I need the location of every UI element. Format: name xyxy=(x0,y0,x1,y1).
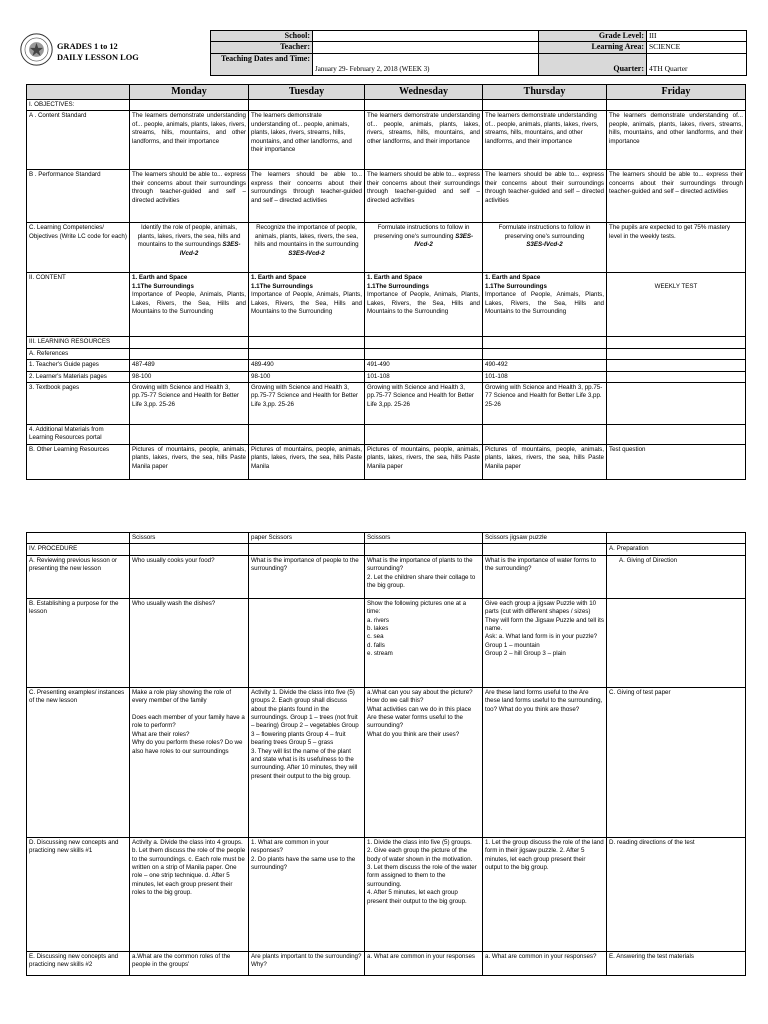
textbook-pages-fri xyxy=(607,383,746,425)
presenting-label: C. Presenting examples/ instances of the new lesson xyxy=(27,687,130,837)
discussing-1-wed: 1. Divide the class into five (5) groups. 2. Give each group the picture of the body of water shown in the motivation. 3. Let them discuss the role of the water form assigned to them to the surrounding. 4. After 5 minutes, let each group present their output to the big group. xyxy=(365,837,483,951)
textbook-pages-thu: Growing with Science and Health 3, pp.75-77 Science and Health for Better Life 3,pp. 25-26 xyxy=(483,383,607,425)
materials-thu: Scissors jigsaw puzzle xyxy=(483,533,607,544)
review-label: A. Reviewing previous lesson or presenting the new lesson xyxy=(27,555,130,598)
textbook-pages-tue: Growing with Science and Health 3, pp.75-77 Science and Health for Better Life 3,pp. 25-26 xyxy=(249,383,365,425)
tg-pages-fri xyxy=(607,360,746,371)
purpose-thu: Give each group a jigsaw Puzzle with 10 parts (cut with different shapes / sizes) They will form the Jigsaw Puzzle and tell its name. Ask: a. What land form is in your puzzle? Group 1 – mountain Group 2 – hill Group 3 – plain xyxy=(483,598,607,687)
materials-tue: paper Scissors xyxy=(249,533,365,544)
additional-materials-label: 4. Additional Materials from Learning Resources portal xyxy=(27,425,130,445)
content-standard-tue: The learners demonstrate understanding of... people, animals, plants, lakes, rivers, streams, hills, mountains, and other landforms, and their importance xyxy=(249,111,365,170)
content-fri: WEEKLY TEST xyxy=(607,273,746,337)
competencies-wed: Formulate instructions to follow in preserving one's surrounding S3ES-IVcd-2 xyxy=(365,223,483,273)
content-standard-thu: The learners demonstrate understanding of... people, animals, plants, lakes, rivers, streams, hills, mountains, and other landforms, and their importance xyxy=(483,111,607,170)
performance-standard-wed: The learners should be able to... express their concerns about their surroundings through teacher-guided and self – directed activities xyxy=(365,170,483,223)
dates-label: Teaching Dates and Time: xyxy=(211,53,313,75)
materials-fri xyxy=(607,533,746,544)
content-thu: 1. Earth and Space 1.1The Surroundings Importance of People, Animals, Plants, Lakes, Rivers, the Sea, Hills and Mountains to the Surrounding xyxy=(483,273,607,337)
presenting-thu: Are these land forms useful to the Are these land forms useful to the surrounding, too? What do you think are those? xyxy=(483,687,607,837)
tg-pages-tue: 489-490 xyxy=(249,360,365,371)
other-resources-fri: Test question xyxy=(607,445,746,480)
review-thu: What is the importance of water forms to the surrounding? xyxy=(483,555,607,598)
presenting-mon: Make a role play showing the role of every member of the family Does each member of your family have a role to perform? What are their roles? Why do you perform these roles? Do we also have roles to our surroundings xyxy=(130,687,249,837)
content-standard-mon: The learners demonstrate understanding of... people, animals, plants, lakes, rivers, streams, hills, mountains, and other landforms, and their importance xyxy=(130,111,249,170)
lesson-log-table-page2 xyxy=(26,532,746,976)
discussing-1-thu: 1. Let the group discuss the role of the land form in their jigsaw puzzle. 2. After 5 minutes, let each group present their output to the big group. xyxy=(483,837,607,951)
resources-heading: III. LEARNING RESOURCES xyxy=(27,337,130,348)
textbook-pages-wed: Growing with Science and Health 3, pp.75-77 Science and Health for Better Life 3,pp. 25-26 xyxy=(365,383,483,425)
dates-value: January 29- February 2, 2018 (WEEK 3) xyxy=(313,53,539,75)
quarter-label: Quarter: xyxy=(539,53,647,75)
other-resources-tue: Pictures of mountains, people, animals, plants, lakes, rivers, the sea, hills Paste Manila xyxy=(249,445,365,480)
presenting-wed: a.What can you say about the picture? How do we call this? What activities can we do in this place Are these water forms useful to the surrounding? What do you think are their uses? xyxy=(365,687,483,837)
day-header-wednesday: Wednesday xyxy=(365,85,483,100)
content-wed: 1. Earth and Space 1.1The Surroundings Importance of People, Animals, Plants, Lakes, Rivers, the Sea, Hills and Mountains to the Surrounding xyxy=(365,273,483,337)
purpose-label: B. Establishing a purpose for the lesson xyxy=(27,598,130,687)
corner-cell xyxy=(27,85,130,100)
discussing-2-mon: a.What are the common roles of the people in the groups' xyxy=(130,951,249,975)
grade-value: III xyxy=(647,31,747,42)
title-line-2: DAILY LESSON LOG xyxy=(57,53,139,62)
purpose-mon: Who usually wash the dishes? xyxy=(130,598,249,687)
references-heading: A. References xyxy=(27,348,130,359)
objectives-heading: I. OBJECTIVES: xyxy=(27,100,130,111)
competencies-mon: Identify the role of people, animals, plants, lakes, rivers, the sea, hills and mountains to the surroundings S3ES-IVcd-2 xyxy=(130,223,249,273)
lm-pages-thu: 101-108 xyxy=(483,371,607,382)
tg-pages-thu: 490-492 xyxy=(483,360,607,371)
performance-standard-label: B . Performance Standard xyxy=(27,170,130,223)
materials-row-label xyxy=(27,533,130,544)
tg-pages-label: 1. Teacher's Guide pages xyxy=(27,360,130,371)
lm-pages-fri xyxy=(607,371,746,382)
school-value xyxy=(313,31,539,42)
grade-label: Grade Level: xyxy=(539,31,647,42)
performance-standard-thu: The learners should be able to... express their concerns about their surroundings through teacher-guided and self – directed activities xyxy=(483,170,607,223)
lesson-log-table-page1 xyxy=(26,84,746,480)
performance-standard-mon: The learners should be able to... express their concerns about their surroundings through teacher-guided and self – directed activities xyxy=(130,170,249,223)
area-value: SCIENCE xyxy=(647,42,747,53)
review-fri: A. Giving of Direction xyxy=(607,555,746,598)
presenting-tue: Activity 1. Divide the class into five (5) groups 2. Each group shall discuss about the plants found in the surroundings. Group 1 – trees (not fruit – bearing) Group 2 – vegetables Group 3 – flowering plants Group 4 – fruit bearing trees Group 5 – grass 3. They will list the name of the plant and state what is its usefulness to the surrounding. After 10 minutes, they will present their output to the big group. xyxy=(249,687,365,837)
area-label: Learning Area: xyxy=(539,42,647,53)
content-label: II. CONTENT xyxy=(27,273,130,337)
quarter-value: 4TH Quarter xyxy=(647,53,747,75)
competencies-thu: Formulate instructions to follow in preserving one's surrounding S3ES-IVcd-2 xyxy=(483,223,607,273)
discussing-1-label: D. Discussing new concepts and practicing new skills #1 xyxy=(27,837,130,951)
discussing-2-label: E. Discussing new concepts and practicing new skills #2 xyxy=(27,951,130,975)
other-resources-label: B. Other Learning Resources xyxy=(27,445,130,480)
presenting-fri: C. Giving of test paper xyxy=(607,687,746,837)
day-header-thursday: Thursday xyxy=(483,85,607,100)
day-header-friday: Friday xyxy=(607,85,746,100)
teacher-label: Teacher: xyxy=(211,42,313,53)
school-label: School: xyxy=(211,31,313,42)
review-wed: What is the importance of plants to the surrounding? 2. Let the children share their collage to the big group. xyxy=(365,555,483,598)
day-header-tuesday: Tuesday xyxy=(249,85,365,100)
performance-standard-tue: The learners should be able to... express their concerns about their surroundings through teacher-guided and self – directed activities xyxy=(249,170,365,223)
lc-code: S3ES-IVcd-2 xyxy=(414,232,474,249)
tg-pages-wed: 491-490 xyxy=(365,360,483,371)
day-header-monday: Monday xyxy=(130,85,249,100)
teacher-value xyxy=(313,42,539,53)
discussing-2-tue: Are plants important to the surrounding? Why? xyxy=(249,951,365,975)
log-title xyxy=(57,41,139,63)
materials-wed: Scissors xyxy=(365,533,483,544)
competencies-label: C. Learning Competencies/ Objectives (Write LC code for each) xyxy=(27,223,130,273)
procedure-heading: IV. PROCEDURE xyxy=(27,544,130,555)
discussing-1-tue: 1. What are common in your responses? 2. Do plants have the same use to the surrounding? xyxy=(249,837,365,951)
other-resources-mon: Pictures of mountains, people, animals, plants, lakes, rivers, the sea, hills Paste Manila paper xyxy=(130,445,249,480)
lm-pages-wed: 101-108 xyxy=(365,371,483,382)
competencies-fri: The pupils are expected to get 75% mastery level in the weekly tests. xyxy=(607,223,746,273)
competencies-tue: Recognize the importance of people, animals, plants, lakes, rivers, the sea, hills and mountains in the surrounding S3ES-IVcd-2 xyxy=(249,223,365,273)
procedure-fri: A. Preparation xyxy=(607,544,746,555)
discussing-2-fri: E. Answering the test materials xyxy=(607,951,746,975)
purpose-wed: Show the following pictures one at a time: a. rivers b. lakes c. sea d. falls e. stream xyxy=(365,598,483,687)
tg-pages-mon: 487-489 xyxy=(130,360,249,371)
content-mon: 1. Earth and Space 1.1The Surroundings Importance of People, Animals, Plants, Lakes, Rivers, the Sea, Hills and Mountains to the Surrounding xyxy=(130,273,249,337)
textbook-pages-mon: Growing with Science and Health 3, pp.75-77 Science and Health for Better Life 3,pp. 25-26 xyxy=(130,383,249,425)
purpose-tue xyxy=(249,598,365,687)
lm-pages-tue: 98-100 xyxy=(249,371,365,382)
discussing-2-thu: a. What are common in your responses? xyxy=(483,951,607,975)
lm-pages-mon: 98-100 xyxy=(130,371,249,382)
lc-code: S3ES-IVcd-2 xyxy=(526,241,563,249)
review-tue: What is the importance of people to the surrounding? xyxy=(249,555,365,598)
title-line-1: GRADES 1 to 12 xyxy=(57,42,118,51)
other-resources-thu: Pictures of mountains, people, animals, plants, lakes, rivers, the sea, hills Paste Manila paper xyxy=(483,445,607,480)
purpose-fri xyxy=(607,598,746,687)
deped-seal-logo xyxy=(20,33,53,66)
other-resources-wed: Pictures of mountains, people, animals, plants, lakes, rivers, the sea, hills Paste Manila paper xyxy=(365,445,483,480)
content-standard-fri: The learners demonstrate understanding of... people, animals, plants, lakes, rivers, streams, hills, mountains, and other landforms, and their importance xyxy=(607,111,746,170)
content-tue: 1. Earth and Space 1.1The Surroundings Importance of People, Animals, Plants, Lakes, Rivers, the Sea, Hills and Mountains to the Surrounding xyxy=(249,273,365,337)
header-info-table xyxy=(210,30,747,76)
textbook-pages-label: 3. Textbook pages xyxy=(27,383,130,425)
review-mon: Who usually cooks your food? xyxy=(130,555,249,598)
discussing-1-fri: D. reading directions of the test xyxy=(607,837,746,951)
materials-mon: Scissors xyxy=(130,533,249,544)
lc-code: S3ES-IVcd-2 xyxy=(288,249,325,257)
performance-standard-fri: The learners should be able to... express their concerns about their surroundings through teacher-guided and self – directed activities xyxy=(607,170,746,223)
discussing-1-mon: Activity a. Divide the class into 4 groups. b. Let them discuss the role of the people to the surroundings. c. Each role must be written on a strip of Manila paper. One role – one strip technique. d. After 5 minutes, let each group present their roles to the big group. xyxy=(130,837,249,951)
discussing-2-wed: a. What are common in your responses xyxy=(365,951,483,975)
lc-code: S3ES-IVcd-2 xyxy=(179,241,241,257)
lm-pages-label: 2. Learner's Materials pages xyxy=(27,371,130,382)
content-standard-label: A . Content Standard xyxy=(27,111,130,170)
content-standard-wed: The learners demonstrate understanding of... people, animals, plants, lakes, rivers, streams, hills, mountains, and other landforms, and their importance xyxy=(365,111,483,170)
